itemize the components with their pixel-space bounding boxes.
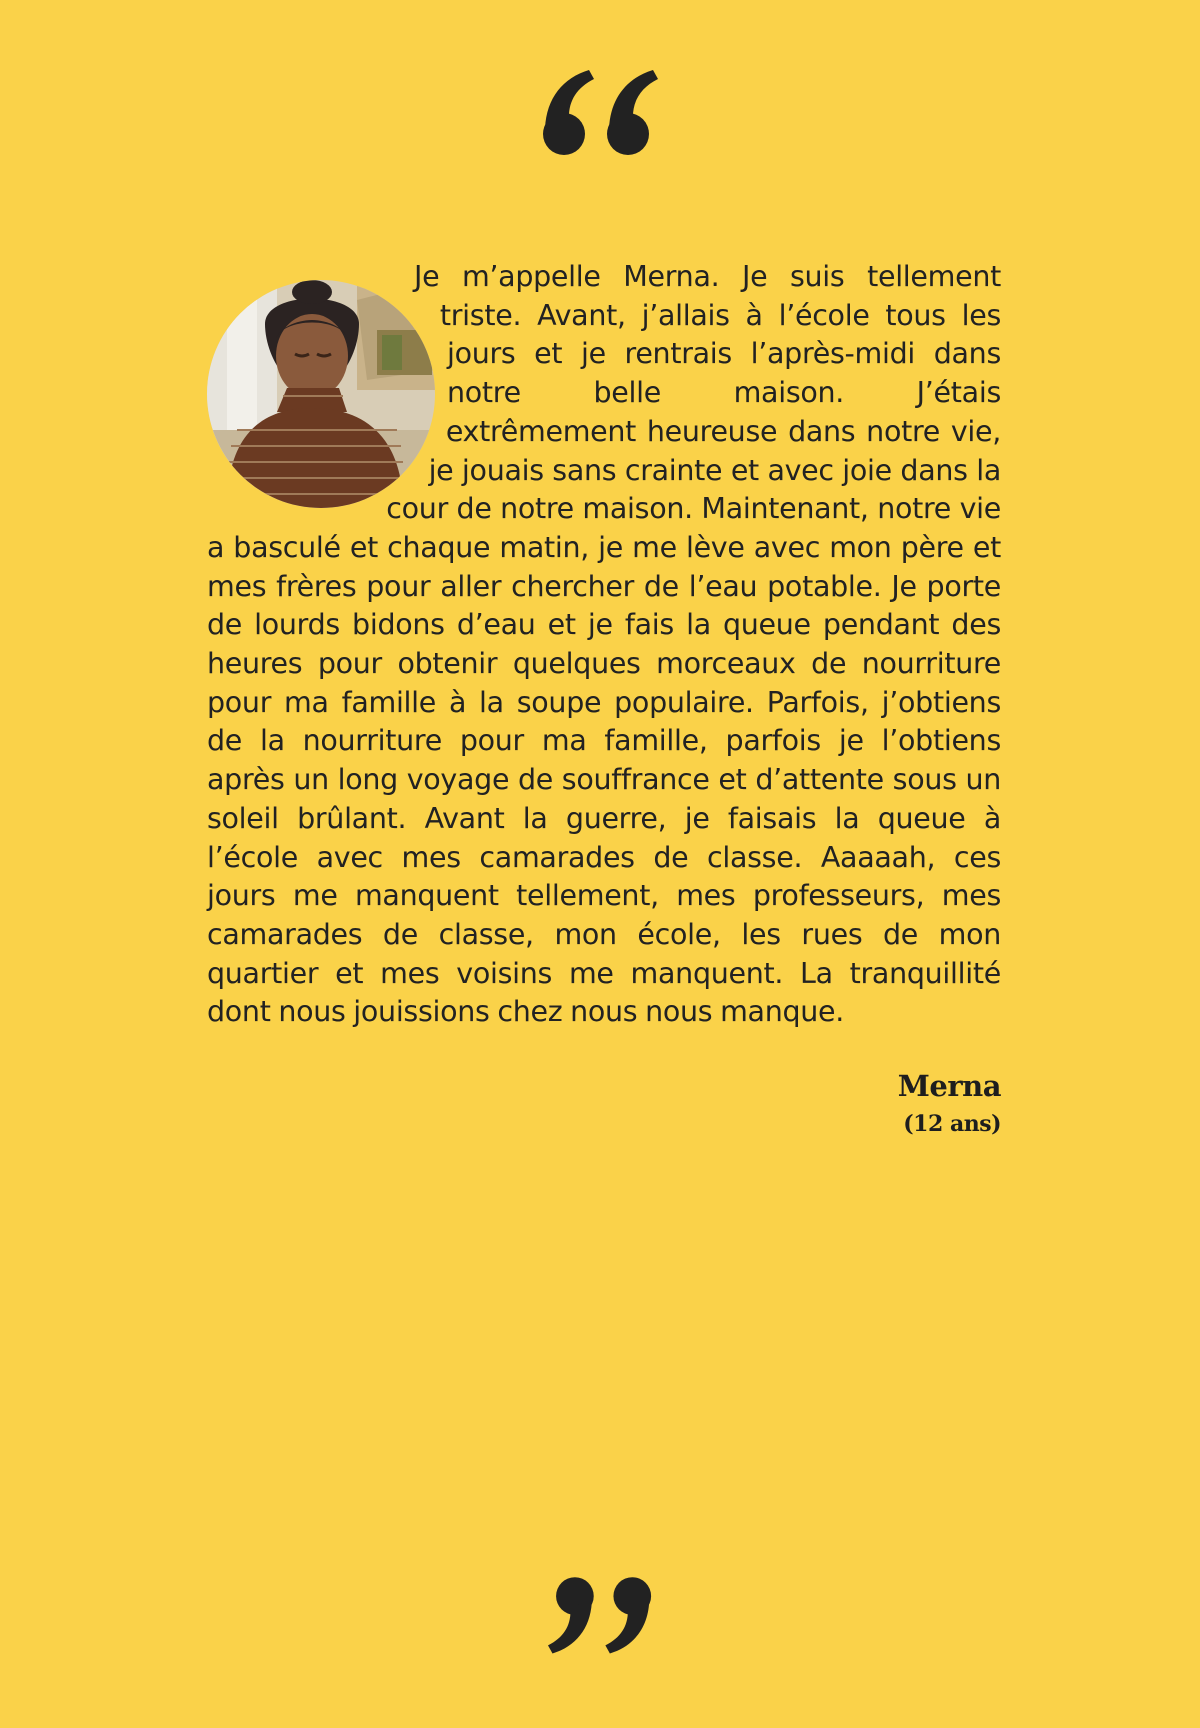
signature-block xyxy=(207,1032,1001,1142)
author-age: (12 ans) xyxy=(903,1111,1001,1138)
portrait-photo xyxy=(207,280,435,508)
opening-quote-icon xyxy=(0,70,1200,158)
author-name: Merna xyxy=(897,1069,1001,1104)
closing-quote-icon xyxy=(0,1570,1200,1658)
testimony-section xyxy=(207,258,1001,1142)
story-paragraph: Je m’appelle Merna. Je suis tellement triste. Avant, j’allais à l’école tous les jours et je rentrais l’après-midi dans notre belle maison. J’étais extrêmement heureuse dans notre vie, je jouais sans crainte et avec joie dans la cour de notre maison. Maintenant, notre vie a basculé et chaque matin, je me lève avec mon père et mes frères pour aller chercher de l’eau potable. Je porte de lourds bidons d’eau et je fais la queue pendant des heures pour obtenir quelques morceaux de nourriture pour ma famille à la soupe populaire. Parfois, j’obtiens de la nourriture pour ma famille, parfois je l’obtiens après un long voyage de souffrance et d’attente sous un soleil brûlant. Avant la guerre, je faisais la queue à l’école avec mes camarades de classe. Aaaaah, ces jours me manquent tellement, mes professeurs, mes camarades de classe, mon école, les rues de mon quartier et mes voisins me manquent. La tranquillité dont nous jouissions chez nous nous manque. xyxy=(207,260,1001,1029)
